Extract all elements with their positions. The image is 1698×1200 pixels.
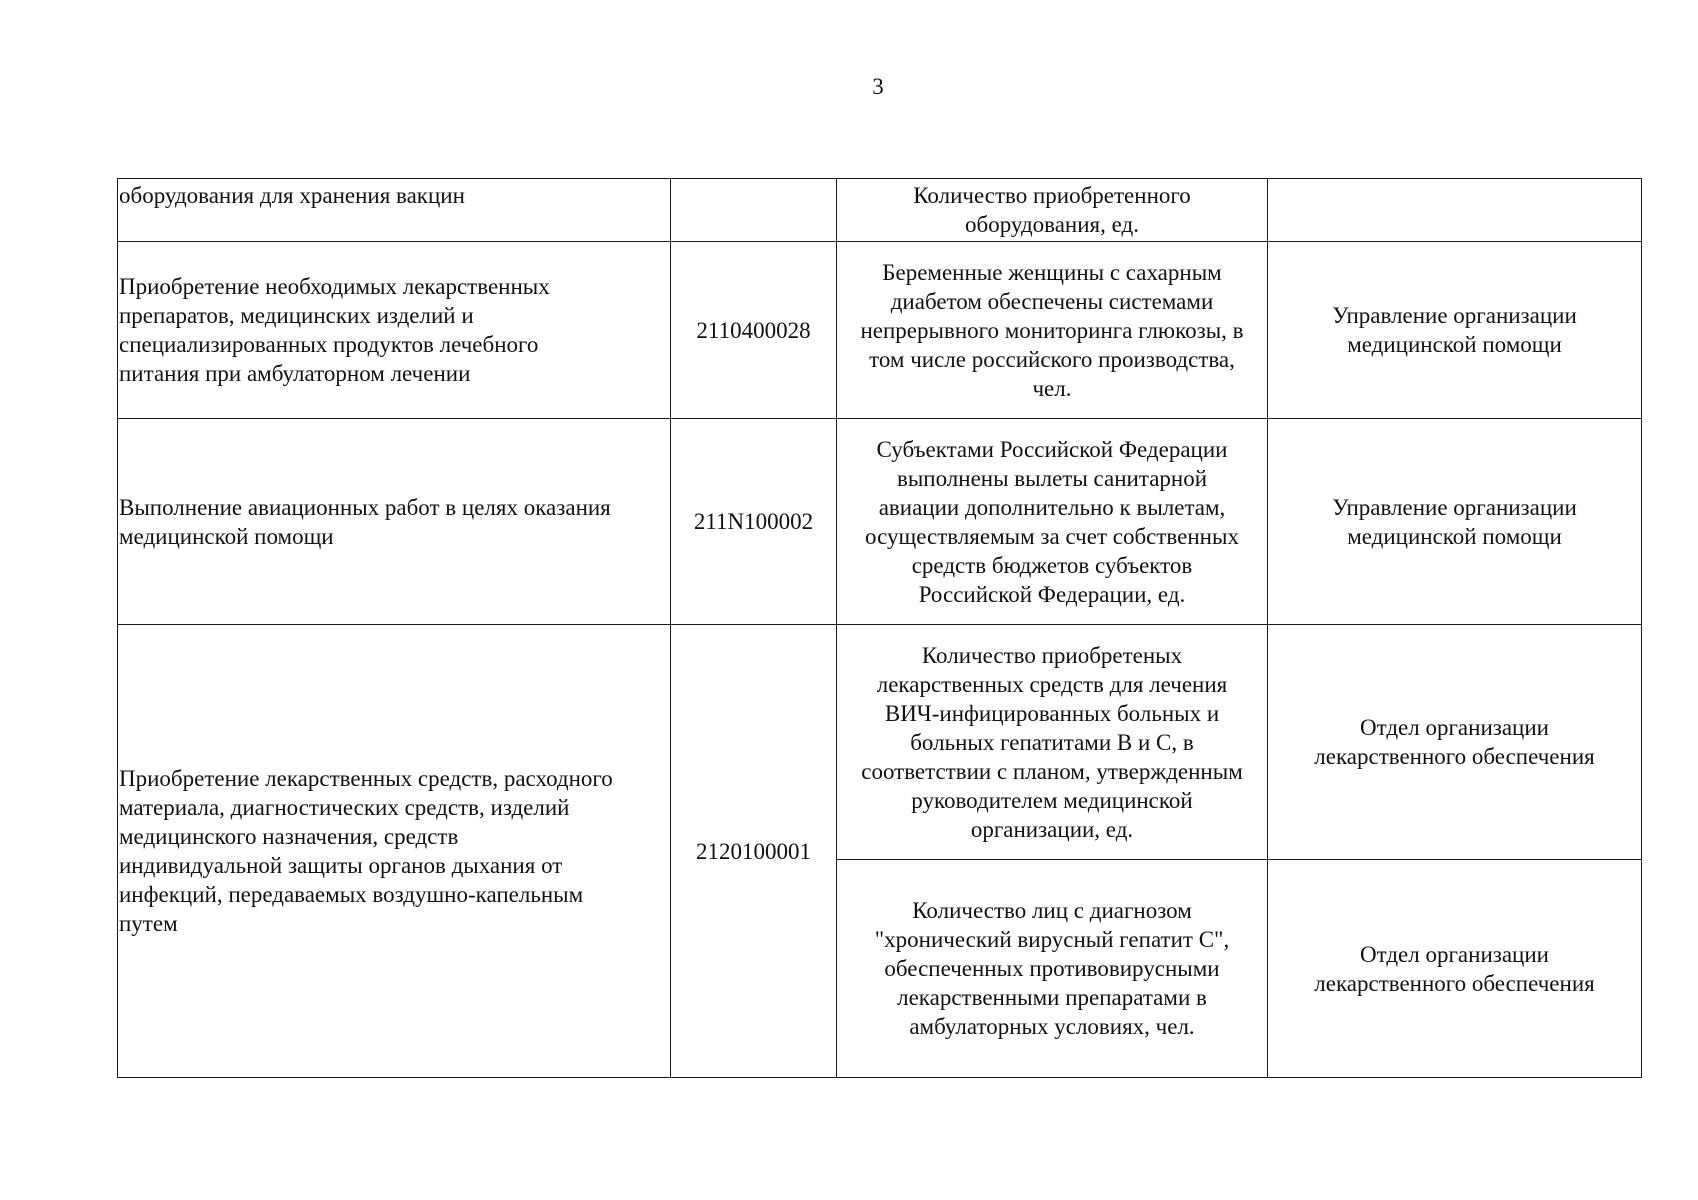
indicator-cell xyxy=(837,179,1268,242)
responsible-text: Управление организации медицинской помощи xyxy=(1332,303,1577,357)
responsible-cell xyxy=(1268,419,1642,625)
event-cell xyxy=(118,419,671,625)
indicator-cell xyxy=(837,242,1268,419)
indicator-text: Количество лиц с диагнозом "хронический вирусный гепатит С", обеспеченных противовирусными лекарственными препаратами в амбулаторных условиях, чел. xyxy=(874,898,1230,1039)
responsible-cell xyxy=(1268,179,1642,242)
responsible-cell xyxy=(1268,242,1642,419)
measures-table xyxy=(117,178,1642,1078)
code-cell xyxy=(671,625,837,1078)
indicator-text: Количество приобретеных лекарственных средств для лечения ВИЧ-инфицированных больных и больных гепатитами В и С, в соответствии с планом, утвержденным руководителем медицинской организации, ед. xyxy=(861,642,1243,842)
indicator-text: Беременные женщины с сахарным диабетом обеспечены системами непрерывного мониторинга глюкозы, в том числе российского производства, чел. xyxy=(860,259,1244,401)
code-cell xyxy=(671,419,837,625)
event-cell xyxy=(118,179,671,242)
code-cell xyxy=(671,179,837,242)
indicator-cell xyxy=(837,860,1268,1078)
responsible-cell xyxy=(1268,860,1642,1078)
responsible-text: Отдел организации лекарственного обеспечения xyxy=(1314,715,1595,769)
code-cell xyxy=(671,242,837,419)
code-text: 2110400028 xyxy=(696,317,811,343)
responsible-text: Отдел организации лекарственного обеспечения xyxy=(1314,941,1595,996)
page-number: 3 xyxy=(872,74,884,99)
table-row xyxy=(118,625,1642,860)
table-row xyxy=(118,419,1642,625)
code-text: 2120100001 xyxy=(696,838,811,864)
table-row xyxy=(118,179,1642,242)
event-cell xyxy=(118,242,671,419)
event-text: Выполнение авиационных работ в целях оказания медицинской помощи xyxy=(119,494,611,549)
code-text: 211N100002 xyxy=(693,509,814,534)
indicator-text: Субъектами Российской Федерации выполнены вылеты санитарной авиации дополнительно к вылетам, осуществляемым за счет собственных средств бюджетов субъектов Российской Федерации, ед. xyxy=(865,436,1239,607)
indicator-cell xyxy=(837,419,1268,625)
table-row xyxy=(118,242,1642,419)
event-text: Приобретение лекарственных средств, расходного материала, диагностических средств, изделий медицинского назначения, средств индивидуальной защиты органов дыхания от инфекций, передаваемых воздушно-капельным путем xyxy=(119,766,613,936)
event-cell xyxy=(118,625,671,1078)
event-text: Приобретение необходимых лекарственных препаратов, медицинских изделий и специализированных продуктов лечебного питания при амбулаторном лечении xyxy=(119,274,550,386)
indicator-cell xyxy=(837,625,1268,860)
responsible-cell xyxy=(1268,625,1642,860)
indicator-text: Количество приобретенного оборудования, ед. xyxy=(913,183,1191,237)
responsible-text: Управление организации медицинской помощи xyxy=(1332,494,1577,549)
event-text: оборудования для хранения вакцин xyxy=(119,183,465,208)
